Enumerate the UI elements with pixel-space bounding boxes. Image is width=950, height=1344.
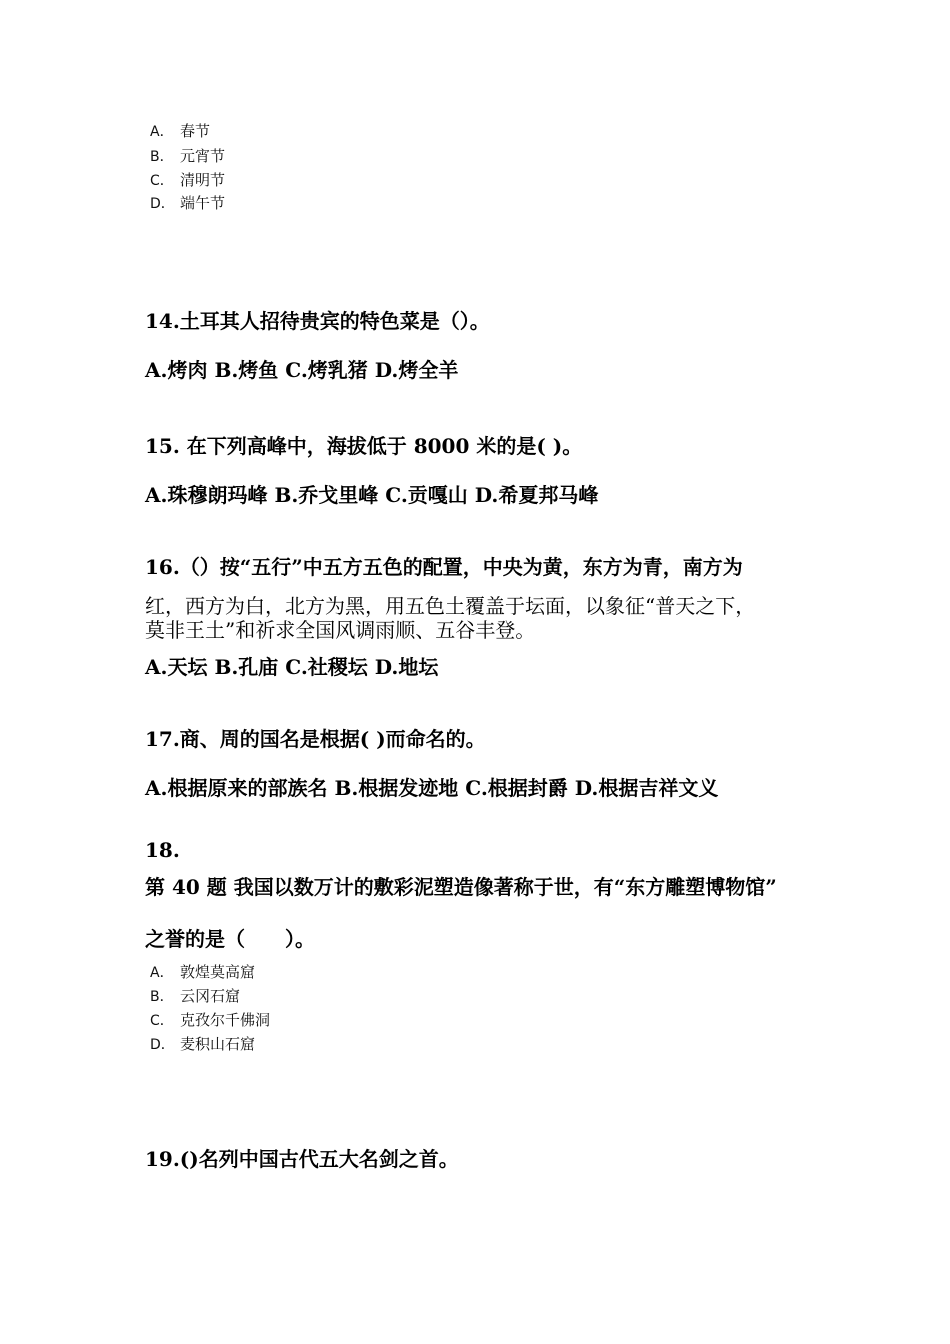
q15-stem: 15. 在下列高峰中，海拔低于 8000 米的是( )。 bbox=[145, 434, 583, 458]
option-letter: C． bbox=[150, 173, 174, 189]
q13-option-a bbox=[150, 122, 210, 141]
option-text: 麦积山石窟 bbox=[180, 1035, 256, 1053]
q13-option-d bbox=[150, 194, 225, 213]
option-letter: B． bbox=[150, 989, 174, 1005]
q16-stem bbox=[145, 555, 810, 579]
q17-stem: 17.商、周的国名是根据( )而命名的。 bbox=[145, 727, 486, 751]
option-text: 清明节 bbox=[180, 171, 226, 189]
q19-stem: 19.()名列中国古代五大名剑之首。 bbox=[145, 1147, 459, 1171]
option-letter: B． bbox=[150, 149, 174, 165]
q16-line-1: 16.（）按“五行”中五方五色的配置，中央为黄，东方为青，南方为 bbox=[145, 555, 743, 579]
q17-answers: A.根据原来的部族名 B.根据发迹地 C.根据封爵 D.根据吉祥文义 bbox=[145, 776, 719, 800]
option-text: 元宵节 bbox=[180, 147, 226, 165]
q18-line-2: 之誉的是（ ）。 bbox=[145, 927, 315, 951]
option-letter: D． bbox=[150, 196, 175, 212]
option-text: 春节 bbox=[180, 122, 211, 140]
q16-answers: A.天坛 B.孔庙 C.社稷坛 D.地坛 bbox=[145, 655, 439, 679]
option-letter: A． bbox=[150, 124, 174, 140]
q16-line-3: 莫非王土”和祈求全国风调雨顺、五谷丰登。 bbox=[145, 618, 536, 642]
option-letter: C． bbox=[150, 1013, 174, 1029]
q16-stem-cont bbox=[145, 594, 810, 642]
q13-option-b bbox=[150, 147, 225, 166]
q18-option-c bbox=[150, 1011, 270, 1030]
q16-line-2: 红，西方为白，北方为黑，用五色土覆盖于坛面，以象征“普天之下， bbox=[145, 594, 756, 618]
option-text: 克孜尔千佛洞 bbox=[180, 1011, 271, 1029]
option-letter: D． bbox=[150, 1037, 175, 1053]
q18-number: 18. bbox=[145, 838, 180, 862]
q18-line-1: 第 40 题 我国以数万计的敷彩泥塑造像著称于世，有“东方雕塑博物馆” bbox=[145, 875, 777, 899]
q18-option-d bbox=[150, 1035, 255, 1054]
option-text: 敦煌莫高窟 bbox=[180, 963, 256, 981]
option-letter: A． bbox=[150, 965, 174, 981]
q18-option-b bbox=[150, 987, 240, 1006]
q18-option-a bbox=[150, 963, 255, 982]
q14-stem: 14.土耳其人招待贵宾的特色菜是（）。 bbox=[145, 309, 490, 333]
q14-answers: A.烤肉 B.烤鱼 C.烤乳猪 D.烤全羊 bbox=[145, 358, 459, 382]
option-text: 端午节 bbox=[180, 194, 226, 212]
q15-answers: A.珠穆朗玛峰 B.乔戈里峰 C.贡嘎山 D.希夏邦马峰 bbox=[145, 483, 599, 507]
option-text: 云冈石窟 bbox=[180, 987, 241, 1005]
q13-option-c bbox=[150, 171, 225, 190]
